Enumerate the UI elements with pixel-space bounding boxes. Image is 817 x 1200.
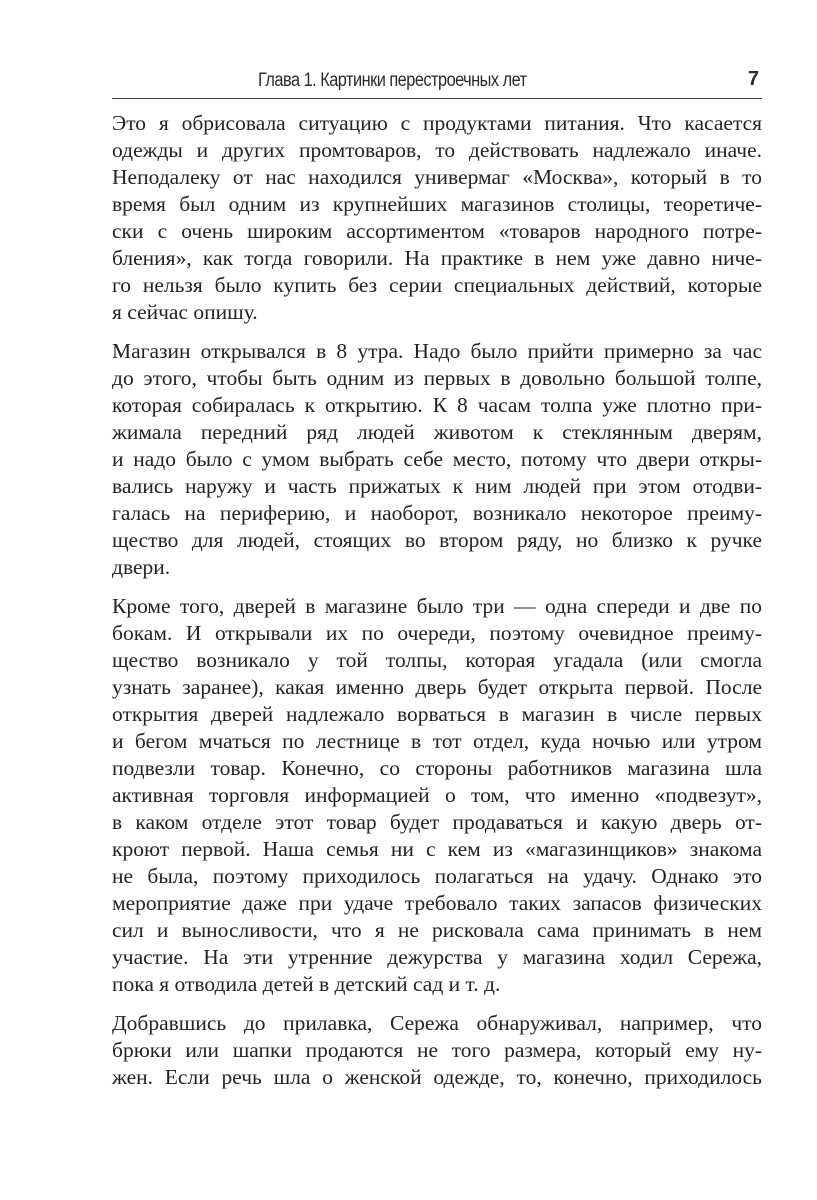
text-line: кроют первой. Наша семья ни с кем из «магазинщиков» знакома — [112, 837, 762, 861]
text-line: Магазин открывался в 8 утра. Надо было прийти примерно за час — [112, 339, 762, 363]
running-title: Глава 1. Картинки перестроечных лет — [258, 70, 527, 91]
text-line: бокам. И открывали их по очереди, поэтому очевидное преиму- — [112, 621, 762, 645]
text-line: в каком отделе этот товар будет продаваться и какую дверь от- — [112, 810, 762, 834]
text-line: брюки или шапки продаются не того размера, который ему ну- — [112, 1038, 762, 1062]
text-line: и надо было с умом выбрать себе место, потому что двери откры- — [112, 447, 762, 471]
text-line: одежды и других промтоваров, то действовать надлежало иначе. — [112, 138, 762, 162]
text-line: щество для людей, стоящих во втором ряду, но близко к ручке — [112, 528, 762, 552]
text-line: бления», как тогда говорили. На практике в нем уже давно ниче- — [112, 246, 762, 270]
body-text — [112, 110, 762, 1103]
text-line: до этого, чтобы быть одним из первых в довольно большой толпе, — [112, 366, 762, 390]
paragraph — [112, 338, 762, 581]
text-line: ски с очень широким ассортиментом «товаров народного потре- — [112, 219, 762, 243]
text-line: которая собиралась к открытию. К 8 часам толпа уже плотно при- — [112, 393, 762, 417]
text-line: мероприятие даже при удаче требовало таких запасов физических — [112, 891, 762, 915]
text-line: время был одним из крупнейших магазинов столицы, теоретиче- — [112, 192, 762, 216]
text-line: Кроме того, дверей в магазине было три — одна спереди и две по — [112, 594, 762, 618]
text-line: я сейчас опишу. — [112, 300, 258, 324]
text-line: открытия дверей надлежало ворваться в магазин в числе первых — [112, 702, 762, 726]
text-line: жен. Если речь шла о женской одежде, то, конечно, приходилось — [112, 1065, 762, 1089]
text-line: го нельзя было купить без серии специальных действий, которые — [112, 273, 762, 297]
text-line: Это я обрисовала ситуацию с продуктами питания. Что касается — [112, 111, 762, 135]
text-line: и бегом мчаться по лестнице в тот отдел, куда ночью или утром — [112, 729, 762, 753]
text-line: Добравшись до прилавка, Сережа обнаруживал, например, что — [112, 1011, 762, 1035]
text-line: двери. — [112, 555, 171, 579]
paragraph — [112, 1010, 762, 1091]
page-number: 7 — [747, 68, 759, 90]
text-line: подвезли товар. Конечно, со стороны работников магазина шла — [112, 756, 762, 780]
text-line: жимала передний ряд людей животом к стеклянным дверям, — [112, 420, 762, 444]
paragraph — [112, 110, 762, 326]
text-line: активная торговля информацией о том, что именно «подвезут», — [112, 783, 762, 807]
text-line: сил и выносливости, что я не рисковала сама принимать в нем — [112, 918, 762, 942]
text-line: щество возникало у той толпы, которая угадала (или смогла — [112, 648, 762, 672]
text-line: Неподалеку от нас находился универмаг «Москва», который в то — [112, 165, 762, 189]
running-header — [112, 66, 762, 99]
text-line: участие. На эти утренние дежурства у магазина ходил Сережа, — [112, 945, 762, 969]
text-line: пока я отводила детей в детский сад и т. д. — [112, 972, 501, 996]
text-line: узнать заранее), какая именно дверь будет открыта первой. После — [112, 675, 762, 699]
text-line: галась на периферию, и наоборот, возникало некоторое преиму- — [112, 501, 762, 525]
text-line: вались наружу и часть прижатых к ним людей при этом отодви- — [112, 474, 762, 498]
text-line: не была, поэтому приходилось полагаться на удачу. Однако это — [112, 864, 762, 888]
paragraph — [112, 593, 762, 998]
